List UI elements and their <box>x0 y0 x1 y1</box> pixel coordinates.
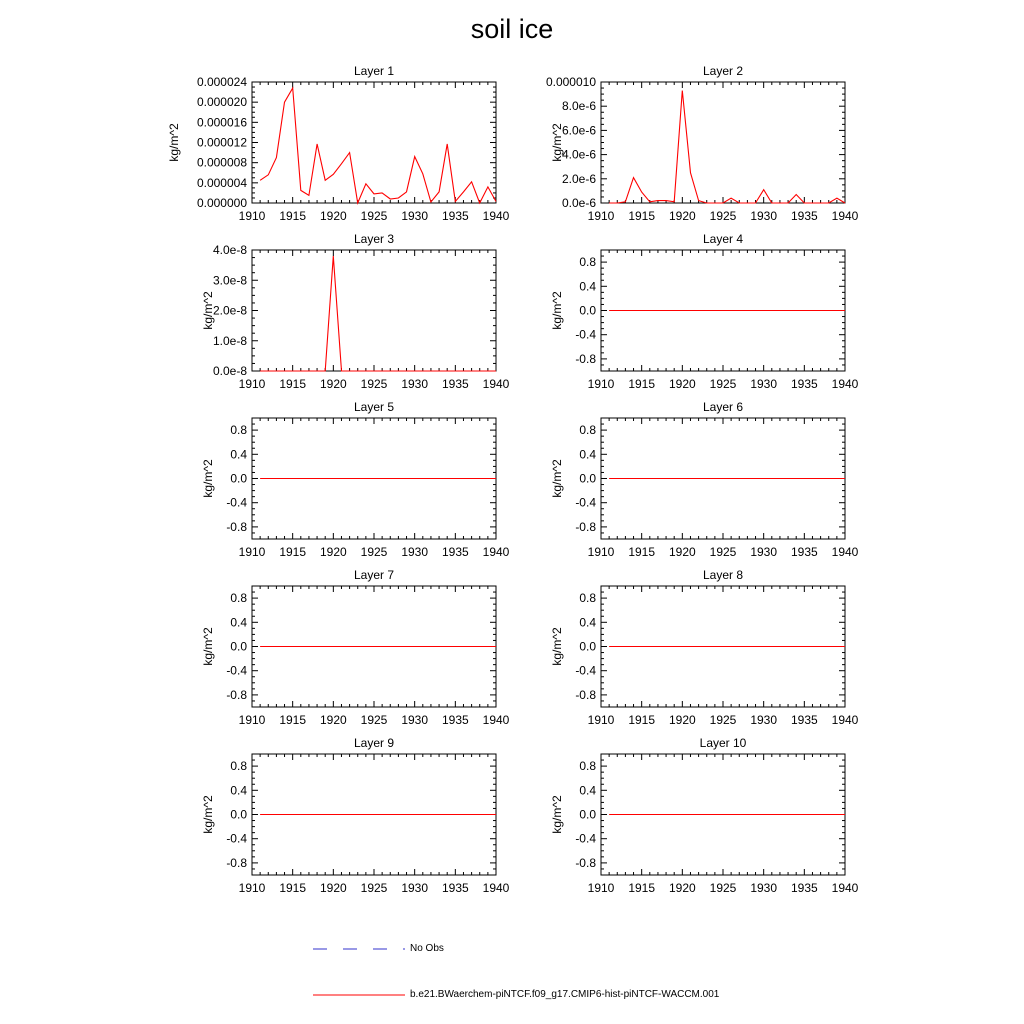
y-tick-label: 2.0e-6 <box>561 171 596 186</box>
page-title: soil ice <box>470 14 554 44</box>
x-tick-label: 1915 <box>279 545 307 559</box>
plot-frame <box>252 250 496 371</box>
x-tick-label: 1915 <box>628 377 656 391</box>
x-tick-label: 1910 <box>238 881 266 895</box>
chart-layer-9 <box>201 736 510 895</box>
y-axis-label: kg/m^2 <box>201 627 215 666</box>
y-tick-label: 0.000004 <box>196 175 247 190</box>
x-tick-label: 1940 <box>831 377 859 391</box>
y-tick-label: 0.000000 <box>196 196 247 210</box>
x-tick-label: 1930 <box>750 545 778 559</box>
x-tick-label: 1940 <box>831 881 859 895</box>
y-tick-label: -0.8 <box>226 519 247 534</box>
y-tick-label: -0.8 <box>226 855 247 870</box>
x-tick-label: 1910 <box>587 713 615 727</box>
y-tick-label: 0.0 <box>230 807 247 822</box>
y-tick-label: 0.0 <box>579 807 596 822</box>
y-axis-label: kg/m^2 <box>550 627 564 666</box>
y-tick-label: 3.0e-8 <box>212 273 247 288</box>
y-tick-label: 0.8 <box>230 759 247 774</box>
y-tick-label: -0.4 <box>575 495 596 510</box>
y-tick-label: 0.8 <box>579 759 596 774</box>
x-tick-label: 1930 <box>750 377 778 391</box>
x-tick-label: 1930 <box>401 881 429 895</box>
x-tick-label: 1930 <box>401 713 429 727</box>
y-tick-label: 0.8 <box>230 591 247 606</box>
y-axis-label: kg/m^2 <box>201 795 215 834</box>
y-tick-label: 0.000012 <box>196 135 247 150</box>
x-tick-label: 1925 <box>709 377 737 391</box>
chart-layer-10 <box>550 736 859 895</box>
y-tick-label: 0.0e-8 <box>212 364 247 378</box>
x-tick-label: 1935 <box>790 713 818 727</box>
x-tick-label: 1920 <box>668 545 696 559</box>
x-tick-label: 1915 <box>628 881 656 895</box>
series-line <box>609 91 845 204</box>
x-tick-label: 1925 <box>709 881 737 895</box>
x-tick-label: 1935 <box>441 377 469 391</box>
x-tick-label: 1915 <box>628 713 656 727</box>
x-tick-label: 1940 <box>482 377 510 391</box>
x-tick-label: 1930 <box>750 713 778 727</box>
chart-layer-2 <box>546 64 859 223</box>
x-tick-label: 1920 <box>668 209 696 223</box>
x-tick-label: 1935 <box>441 713 469 727</box>
chart-title: Layer 8 <box>702 568 744 582</box>
y-axis-label: kg/m^2 <box>550 123 564 162</box>
y-tick-label: 0.4 <box>579 447 596 462</box>
series-line <box>260 88 496 203</box>
x-tick-label: 1925 <box>360 881 388 895</box>
y-axis-label: kg/m^2 <box>201 291 215 330</box>
x-tick-label: 1935 <box>790 209 818 223</box>
y-tick-label: 0.0 <box>579 303 596 318</box>
x-tick-label: 1940 <box>831 545 859 559</box>
y-tick-label: 0.0 <box>579 639 596 654</box>
y-tick-label: 0.8 <box>579 255 596 270</box>
y-tick-label: 0.4 <box>230 783 247 798</box>
y-tick-label: 0.0 <box>230 639 247 654</box>
y-tick-label: -0.4 <box>226 663 247 678</box>
y-tick-label: -0.4 <box>226 495 247 510</box>
x-tick-label: 1915 <box>279 209 307 223</box>
x-tick-label: 1935 <box>790 881 818 895</box>
y-tick-label: 0.4 <box>230 447 247 462</box>
x-tick-label: 1940 <box>482 545 510 559</box>
x-tick-label: 1930 <box>401 377 429 391</box>
x-tick-label: 1920 <box>319 377 347 391</box>
x-tick-label: 1940 <box>482 881 510 895</box>
x-tick-label: 1935 <box>790 545 818 559</box>
x-tick-label: 1925 <box>360 713 388 727</box>
y-tick-label: 0.8 <box>579 591 596 606</box>
x-tick-label: 1910 <box>587 545 615 559</box>
y-tick-label: 0.000020 <box>196 95 247 110</box>
chart-title: Layer 5 <box>353 400 395 414</box>
x-tick-label: 1930 <box>401 545 429 559</box>
legend-model-label: b.e21.BWaerchem-piNTCF.f09_g17.CMIP6-hist-piNTCF-WACCM.001 <box>410 989 720 1000</box>
chart-title: Layer 6 <box>702 400 744 414</box>
x-tick-label: 1910 <box>587 881 615 895</box>
x-tick-label: 1925 <box>709 545 737 559</box>
x-tick-label: 1940 <box>482 209 510 223</box>
y-tick-label: -0.8 <box>575 351 596 366</box>
chart-layer-5 <box>201 400 510 559</box>
y-tick-label: 0.000016 <box>196 115 247 130</box>
chart-layer-4 <box>550 232 859 391</box>
x-tick-label: 1915 <box>628 545 656 559</box>
x-tick-label: 1915 <box>279 881 307 895</box>
chart-title: Layer 3 <box>353 232 395 246</box>
x-tick-label: 1910 <box>238 713 266 727</box>
y-axis-label: kg/m^2 <box>550 459 564 498</box>
x-tick-label: 1910 <box>587 377 615 391</box>
x-tick-label: 1930 <box>750 881 778 895</box>
x-tick-label: 1910 <box>238 209 266 223</box>
chart-layer-3 <box>201 232 510 391</box>
x-tick-label: 1920 <box>668 377 696 391</box>
y-tick-label: 2.0e-8 <box>212 303 247 318</box>
chart-title: Layer 2 <box>702 64 744 78</box>
y-tick-label: 4.0e-6 <box>561 147 596 162</box>
y-tick-label: -0.4 <box>226 831 247 846</box>
x-tick-label: 1935 <box>441 545 469 559</box>
y-tick-label: -0.8 <box>226 687 247 702</box>
chart-title: Layer 7 <box>353 568 395 582</box>
y-tick-label: 0.000010 <box>545 75 596 89</box>
x-tick-label: 1910 <box>238 545 266 559</box>
chart-title: Layer 10 <box>699 736 747 750</box>
y-tick-label: -0.4 <box>575 831 596 846</box>
series-line <box>260 256 496 371</box>
y-tick-label: 0.8 <box>579 423 596 438</box>
x-tick-label: 1925 <box>360 545 388 559</box>
y-tick-label: -0.8 <box>575 855 596 870</box>
x-tick-label: 1935 <box>441 209 469 223</box>
y-tick-label: -0.4 <box>575 327 596 342</box>
y-tick-label: 0.000008 <box>196 155 247 170</box>
y-tick-label: -0.8 <box>575 519 596 534</box>
y-axis-label: kg/m^2 <box>201 459 215 498</box>
y-axis-label: kg/m^2 <box>550 291 564 330</box>
y-tick-label: 0.4 <box>579 615 596 630</box>
x-tick-label: 1925 <box>709 209 737 223</box>
x-tick-label: 1935 <box>441 881 469 895</box>
x-tick-label: 1920 <box>319 881 347 895</box>
x-tick-label: 1935 <box>790 377 818 391</box>
y-axis-label: kg/m^2 <box>550 795 564 834</box>
x-tick-label: 1930 <box>401 209 429 223</box>
y-tick-label: 0.0 <box>230 471 247 486</box>
y-tick-label: 1.0e-8 <box>212 333 247 348</box>
x-tick-label: 1915 <box>628 209 656 223</box>
x-tick-label: 1915 <box>279 377 307 391</box>
plot-frame <box>252 82 496 203</box>
chart-layer-1 <box>167 64 510 223</box>
y-tick-label: 8.0e-6 <box>561 99 596 114</box>
y-tick-label: 0.4 <box>230 615 247 630</box>
legend-obs-label: No Obs <box>410 943 444 954</box>
y-tick-label: 0.000024 <box>196 75 247 89</box>
x-tick-label: 1930 <box>750 209 778 223</box>
x-tick-label: 1910 <box>238 377 266 391</box>
x-tick-label: 1920 <box>319 209 347 223</box>
x-tick-label: 1920 <box>668 881 696 895</box>
y-tick-label: 0.8 <box>230 423 247 438</box>
x-tick-label: 1920 <box>319 713 347 727</box>
y-tick-label: 0.0e-6 <box>561 196 596 210</box>
y-tick-label: 0.4 <box>579 279 596 294</box>
chart-layer-7 <box>201 568 510 727</box>
x-tick-label: 1925 <box>360 209 388 223</box>
y-tick-label: 6.0e-6 <box>561 123 596 138</box>
x-tick-label: 1940 <box>831 209 859 223</box>
x-tick-label: 1925 <box>360 377 388 391</box>
x-tick-label: 1940 <box>482 713 510 727</box>
y-tick-label: 0.4 <box>579 783 596 798</box>
chart-title: Layer 9 <box>353 736 395 750</box>
x-tick-label: 1910 <box>587 209 615 223</box>
x-tick-label: 1940 <box>831 713 859 727</box>
y-tick-label: 0.0 <box>579 471 596 486</box>
x-tick-label: 1915 <box>279 713 307 727</box>
y-tick-label: 4.0e-8 <box>212 243 247 257</box>
chart-title: Layer 4 <box>702 232 744 246</box>
x-tick-label: 1920 <box>319 545 347 559</box>
chart-title: Layer 1 <box>353 64 395 78</box>
x-tick-label: 1925 <box>709 713 737 727</box>
x-tick-label: 1920 <box>668 713 696 727</box>
chart-layer-8 <box>550 568 859 727</box>
y-axis-label: kg/m^2 <box>167 123 181 162</box>
chart-layer-6 <box>550 400 859 559</box>
y-tick-label: -0.8 <box>575 687 596 702</box>
y-tick-label: -0.4 <box>575 663 596 678</box>
